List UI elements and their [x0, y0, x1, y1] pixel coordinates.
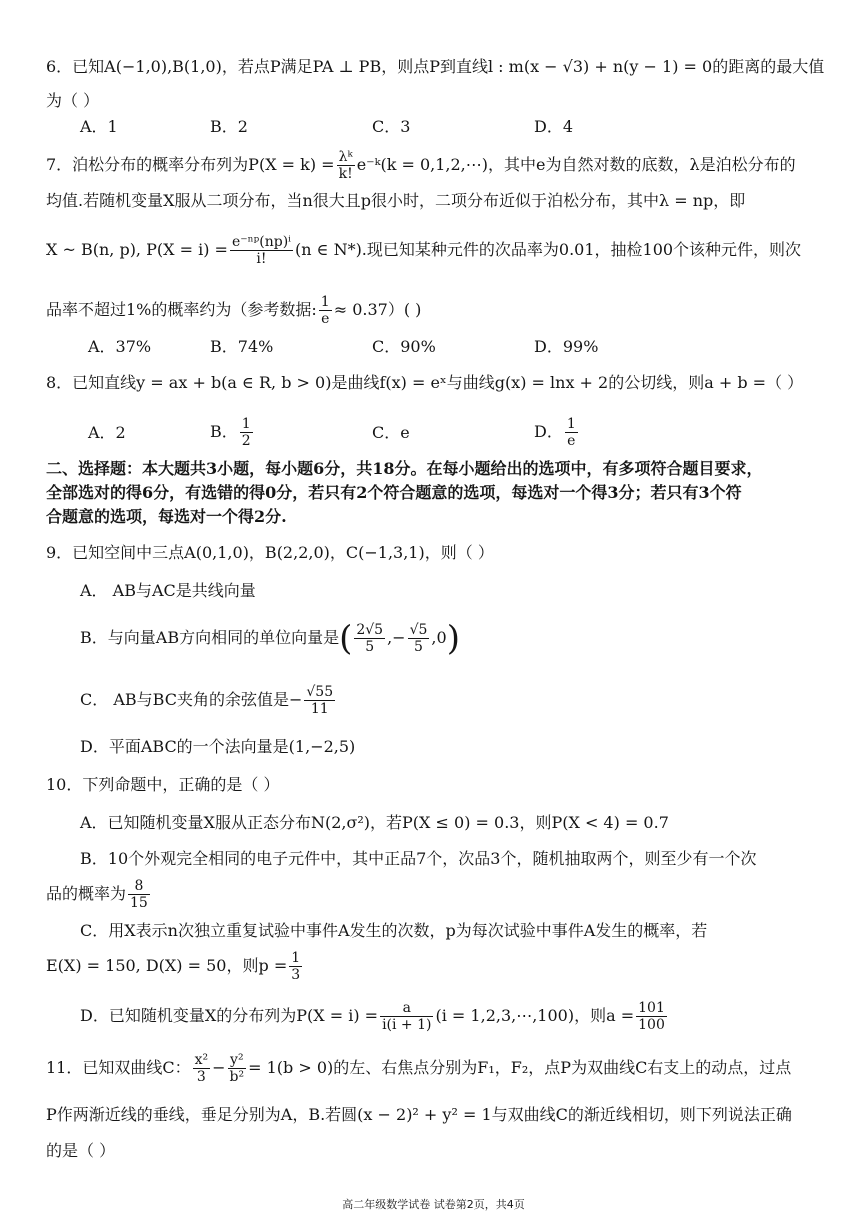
- page-footer: 高二年级数学试卷 试卷第2页，共4页: [342, 1198, 525, 1211]
- q7-line4-pre: 品率不超过1%的概率约为（参考数据:: [46, 300, 317, 319]
- frac-num: 1: [241, 416, 251, 432]
- q9-stem: 9．已知空间中三点A(0,1,0)，B(2,2,0)，C(−1,3,1)，则（ ）: [46, 543, 494, 562]
- q11-l1-post: = 1(b > 0)的左、右焦点分别为F₁，F₂，点P为双曲线C右支上的动点，过点: [248, 1058, 792, 1077]
- frac-num: 2√5: [356, 622, 384, 638]
- q8-options: [80, 412, 800, 456]
- frac-num: 1: [320, 294, 330, 310]
- q9-option-c: [80, 680, 817, 720]
- section2-line1: 二、选择题：本大题共3小题，每小题6分，共18分。在每小题给出的选项中，有多项符合题目要求，: [46, 459, 763, 478]
- frac-num: λᵏ: [337, 149, 355, 166]
- q9-b-post: ,0: [431, 628, 447, 647]
- q8-option-d: [534, 412, 580, 452]
- q7-option-c: C．90%: [372, 337, 436, 356]
- q9-c-pre: C． AB与BC夹角的余弦值是−: [80, 690, 303, 709]
- open-paren: (: [339, 618, 353, 659]
- frac-num: a: [380, 1000, 433, 1017]
- q9-option-d: D．平面ABC的一个法向量是(1,−2,5): [80, 737, 356, 756]
- q10-option-c-line2: [46, 946, 817, 986]
- q10-option-b-line2: [46, 874, 817, 914]
- q10-option-c-line1: C．用X表示n次独立重复试验中事件A发生的次数，p为每次试验中事件A发生的概率，若: [80, 921, 708, 940]
- frac-den: 5: [365, 639, 375, 655]
- close-paren: ): [446, 618, 460, 659]
- q10-b-fraction: [128, 878, 150, 911]
- q7-poisson-fraction: [337, 149, 355, 182]
- q7-line2: 均值.若随机变量X服从二项分布，当n很大且p很小时，二项分布近似于泊松分布，其中λ = np，即: [46, 191, 746, 210]
- q9-b-mid: ,−: [387, 628, 406, 647]
- q6-option-b: B．2: [210, 117, 248, 136]
- q11-l1-pre: 11．已知双曲线C：: [46, 1058, 191, 1077]
- q7-binomial-fraction: [230, 234, 293, 267]
- q10-option-b-line1: B．10个外观完全相同的电子元件中，其中正品7个，次品3个，随机抽取两个，则至少有一个次: [80, 849, 757, 868]
- section2-line3: 合题意的选项，每选对一个得2分.: [46, 507, 287, 526]
- frac-den: 15: [130, 895, 148, 911]
- q7-line4: [46, 292, 817, 328]
- frac-den: 3: [291, 967, 301, 983]
- q10-stem: 10．下列命题中，正确的是（ ）: [46, 775, 280, 794]
- frac-den: 11: [310, 701, 329, 717]
- q8-option-a: A．2: [88, 423, 126, 442]
- q10-d-fraction2: [636, 1000, 667, 1033]
- frac-num: y²: [228, 1052, 247, 1069]
- frac-den: i!: [256, 251, 267, 267]
- frac-den: i(i + 1): [382, 1017, 432, 1033]
- q10-c-fraction: [289, 950, 302, 983]
- q7-line4-post: ≈ 0.37）( ): [333, 300, 422, 319]
- q10-option-a: A．已知随机变量X服从正态分布N(2,σ²)，若P(X ≤ 0) = 0.3，则P(X < 4) = 0.7: [80, 813, 669, 832]
- q8-b-fraction: [240, 416, 253, 449]
- q10-d-mid: (i = 1,2,3,⋯,100)，则a =: [435, 1006, 635, 1025]
- section2-line2: 全部选对的得6分，有选错的得0分，若只有2个符合题意的选项，每选对一个得3分；若只有3个符: [46, 483, 742, 502]
- frac-den: 2: [241, 433, 251, 449]
- q7-option-d: D．99%: [534, 337, 599, 356]
- q7-line3-post: (n ∈ N*).现已知某种元件的次品率为0.01，抽检100个该种元件，则次: [295, 240, 802, 259]
- frac-num: x²: [194, 1052, 209, 1068]
- q10-b2-pre: 品的概率为: [46, 884, 127, 903]
- frac-den: e: [321, 311, 330, 327]
- q6-option-d: D．4: [534, 117, 574, 136]
- q11-frac2: [228, 1052, 247, 1085]
- q11-minus: −: [212, 1058, 226, 1077]
- q9-b-pre: B．与向量AB方向相同的单位向量是: [80, 628, 340, 647]
- option-label: B．: [210, 422, 238, 441]
- frac-num: e⁻ⁿᵖ(np)ⁱ: [231, 234, 291, 250]
- q11-frac1: [193, 1052, 211, 1085]
- q8-line1: 8．已知直线y = ax + b(a ∈ R, b > 0)是曲线f(x) = eˣ与曲线g(x) = lnx + 2的公切线，则a + b =（ ）: [46, 373, 804, 392]
- frac-num: √5: [409, 622, 428, 638]
- frac-den: e: [567, 433, 576, 449]
- q8-d-fraction: [565, 416, 578, 449]
- q9-b-frac1: [354, 622, 385, 655]
- q7-line1: [46, 148, 817, 182]
- q10-option-d: [80, 996, 817, 1036]
- q11-line2: P作两渐近线的垂线，垂足分别为A，B.若圆(x − 2)² + y² = 1与双曲线C的渐近线相切，则下列说法正确: [46, 1105, 792, 1124]
- q10-d-fraction1: [380, 1000, 433, 1033]
- q8-option-c: C．e: [372, 423, 410, 442]
- frac-num: 8: [128, 878, 150, 895]
- option-label: D．: [534, 422, 563, 441]
- q9-c-fraction: [304, 684, 335, 717]
- frac-num: 101: [638, 1000, 665, 1016]
- q6-line1: 6．已知A(−1,0),B(1,0)，若点P满足PA ⊥ PB，则点P到直线l : m(x − √3) + n(y − 1) = 0的距离的最大值: [46, 57, 825, 76]
- frac-den: 100: [638, 1017, 665, 1033]
- frac-den: k!: [338, 166, 353, 182]
- q8-option-b: [210, 412, 255, 452]
- q11-line1: [46, 1048, 817, 1088]
- frac-den: b²: [229, 1069, 245, 1085]
- q9-b-frac2: [408, 622, 430, 655]
- frac-num: 1: [291, 950, 301, 966]
- q10-c2-pre: E(X) = 150, D(X) = 50，则p =: [46, 956, 288, 975]
- q7-line1-pre: 7．泊松分布的概率分布列为P(X = k) =: [46, 155, 335, 174]
- q11-line3: 的是（ ）: [46, 1141, 116, 1160]
- frac-num: √55: [306, 684, 334, 700]
- q6-option-a: A．1: [80, 117, 118, 136]
- q7-line1-post: e⁻ᵏ(k = 0,1,2,⋯)，其中e为自然对数的底数，λ是泊松分布的: [356, 155, 796, 174]
- q6-line2: 为（ ）: [46, 91, 100, 110]
- q7-line3-pre: X ~ B(n, p), P(X = i) =: [46, 240, 228, 259]
- q7-option-b: B．74%: [210, 337, 274, 356]
- q9-option-b: [80, 616, 817, 660]
- q6-option-c: C．3: [372, 117, 411, 136]
- frac-den: 3: [196, 1069, 206, 1085]
- q7-ref-fraction: [319, 294, 332, 327]
- q7-option-a: A．37%: [88, 337, 152, 356]
- q10-d-pre: D．已知随机变量X的分布列为P(X = i) =: [80, 1006, 379, 1025]
- q7-line3: [46, 232, 817, 268]
- frac-den: 5: [414, 639, 423, 655]
- q9-option-a: A． AB与AC是共线向量: [80, 581, 256, 600]
- frac-num: 1: [566, 416, 576, 432]
